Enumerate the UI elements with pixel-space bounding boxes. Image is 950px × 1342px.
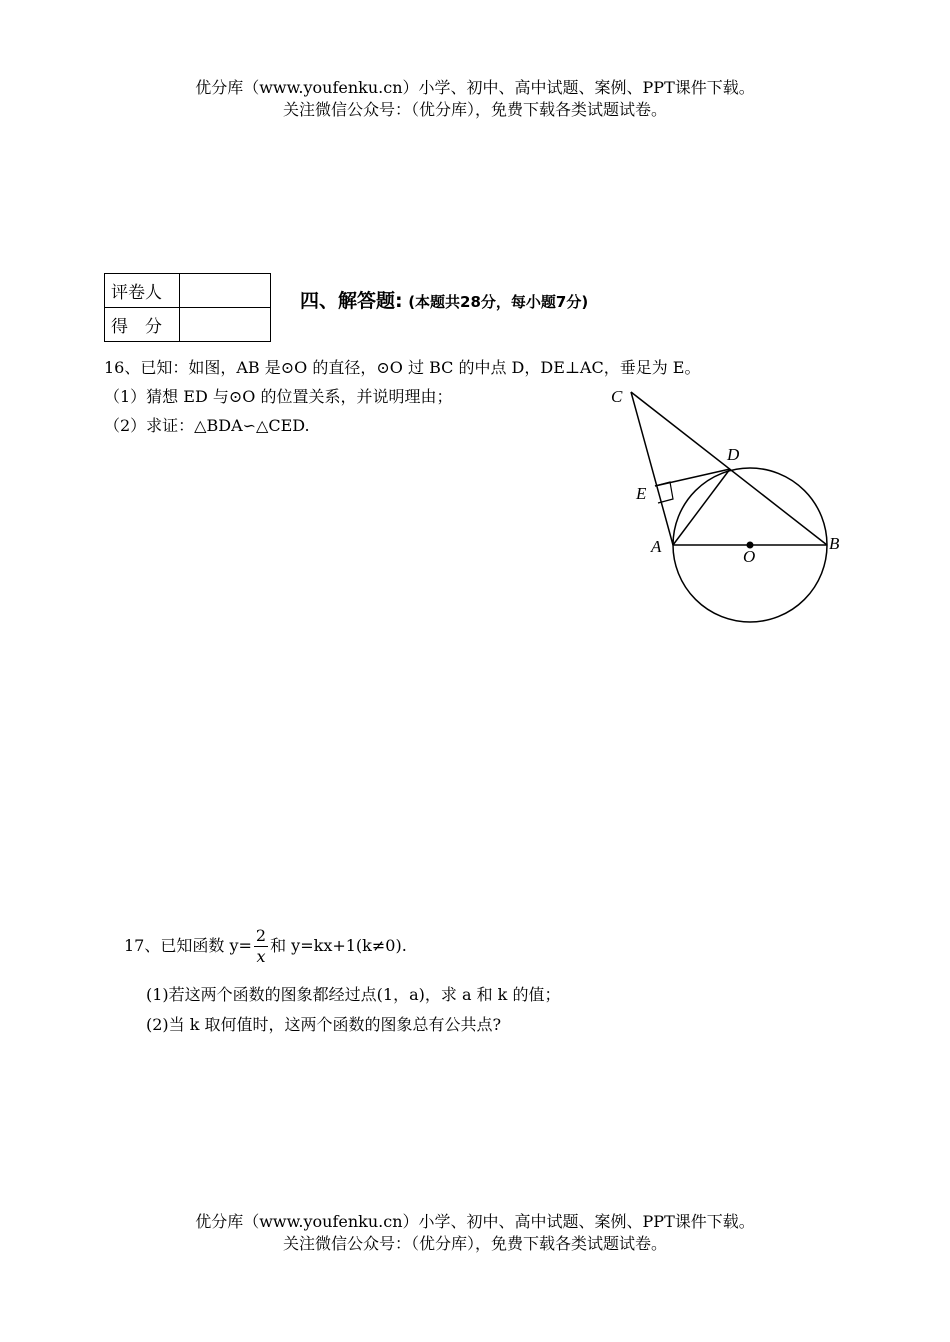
q17-stem-prefix: 17、已知函数 y= [124,936,252,955]
q16-part2: （2）求证：△BDA∽△CED. [104,416,310,435]
q17-stem-suffix: 和 y=kx+1(k≠0). [270,936,407,955]
grader-label: 评卷人 [105,274,180,308]
label-d: D [727,445,740,464]
segment-ca [631,392,673,545]
q17-part1: (1)若这两个函数的图象都经过点(1，a)，求 a 和 k 的值； [146,985,561,1004]
score-blank [180,308,271,342]
grader-blank [180,274,271,308]
section-heading [300,286,588,313]
label-c: C [611,387,623,406]
label-b: B [829,534,840,553]
page-header [0,77,950,121]
right-angle-mark [655,482,673,503]
q17-part2: (2)当 k 取何值时，这两个函数的图象总有公共点? [146,1015,502,1034]
geometry-figure [600,380,850,630]
footer-line-2: 关注微信公众号：（优分库），免费下载各类试题试卷。 [282,1234,667,1253]
header-line-1: 优分库（www.youfenku.cn）小学、初中、高中试题、案例、PPT课件下载。 [195,78,755,97]
page-footer [0,1211,950,1255]
fraction-2-over-x [254,926,268,967]
header-line-2: 关注微信公众号：（优分库），免费下载各类试题试卷。 [282,100,667,119]
label-e: E [636,484,647,503]
score-label: 得 分 [105,308,180,342]
q16-part1: （1）猜想 ED 与⊙O 的位置关系，并说明理由； [104,387,453,406]
fraction-denominator: x [256,947,266,966]
label-a: A [651,537,662,556]
score-row-grader [105,274,271,308]
section-title: 四、解答题: [300,290,403,312]
score-table [104,273,271,342]
q16-stem: 16、已知：如图，AB 是⊙O 的直径，⊙O 过 BC 的中点 D，DE⊥AC，垂足为 E。 [104,358,701,377]
q17-stem [124,926,407,972]
label-o: O [743,547,756,566]
footer-line-1: 优分库（www.youfenku.cn）小学、初中、高中试题、案例、PPT课件下载。 [195,1212,755,1231]
fraction-numerator: 2 [255,926,267,945]
score-row-score [105,308,271,342]
section-note: (本题共28分，每小题7分) [408,293,589,311]
